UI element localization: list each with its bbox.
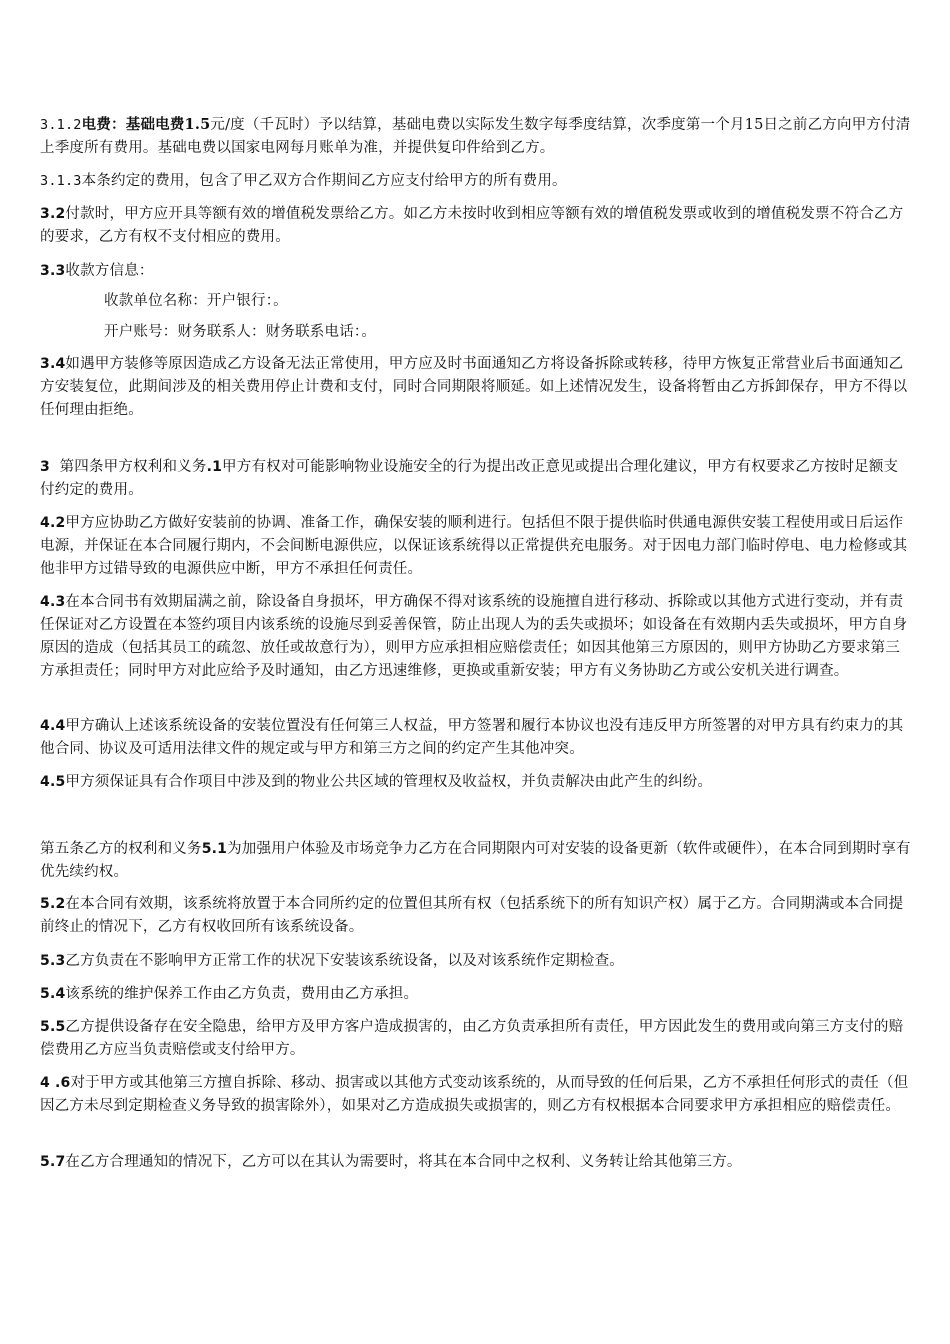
clause-number: 3.1.3 [40,173,82,189]
clause-text: 在本合同书有效期届满之前，除设备自身损坏，甲方确保不得对该系统的设施擅自进行移动、拆除或以其他方式进行变动，并有责任保证对乙方设置在本签约项目内该系统的设施尽到妥善保管，防止出现人为的丢失或损坏；如设备在有效期内丢失或损坏，甲方自身原因的造成（包括其员工的疏忽、放任或故意行为），则甲方应承担相应赔偿责任；如因其他第三方原因的，则甲方协助乙方要求第三方承担责任；同时甲方对此应给予及时通知，由乙方迅速维修，更换或重新安装；甲方有义务协助乙方或公安机关进行调查。 [40,594,908,679]
clause-text: 付款时，甲方应开具等额有效的增值税发票给乙方。如乙方未按时收到相应等额有效的增值税发票或收到的增值税发票不符合乙方的要求，乙方有权不支付相应的费用。 [40,206,904,245]
clause-number: 4.5 [40,774,66,790]
clause-4-4 [40,715,912,761]
clause-subnumber: .1 [206,459,223,475]
article-title: 第五条乙方的权利和义务 [40,841,202,857]
clause-text: 乙方提供设备存在安全隐患，给甲方及甲方客户造成损害的，由乙方负责承担所有责任，甲方因此发生的费用或向第三方支付的赔偿费用乙方应当负责赔偿或支付给甲方。 [40,1019,904,1058]
payee-bank-line [104,290,904,313]
clause-text: 甲方须保证具有合作项目中涉及到的物业公共区域的管理权及收益权，并负责解决由此产生的纠纷。 [65,774,713,790]
clause-text: 在乙方合理通知的情况下，乙方可以在其认为需要时，将其在本合同中之权利、义务转让给其他第三方。 [65,1154,742,1170]
clause-4-3 [40,591,912,683]
clause-bold-lead: 电费：基础电费1.5 [81,116,211,133]
clause-number: 4.3 [40,594,66,610]
article-4-heading [40,456,912,502]
clause-3-1-2 [40,113,912,160]
clause-number: 5.5 [40,1019,66,1035]
clause-5-7 [40,1151,912,1174]
clause-5-5 [40,1016,912,1062]
clause-text: 对于甲方或其他第三方擅自拆除、移动、损害或以其他方式变动该系统的，从而导致的任何后果，乙方不承担任何形式的责任（但因乙方未尽到定期检查义务导致的损害除外），如果对乙方造成损失或损害的，则乙方有权根据本合同要求甲方承担相应的赔偿责任。 [40,1075,909,1114]
clause-text: 元/度（千瓦时）予以结算，基础电费以实际发生数字每季度结算，次季度第一个月15日之前乙方向甲方付清上季度所有费用。基础电费以国家电网每月账单为准，并提供复印件给到乙方。 [40,117,911,156]
article-5-heading [40,838,912,884]
clause-number: 3.1.2 [40,117,82,133]
clause-number: 3.4 [40,356,66,372]
clause-3-2 [40,203,912,249]
clause-text: 收款方信息： [65,263,154,279]
clause-3-1-3 [40,170,912,193]
clause-number: 4.4 [40,718,66,734]
clause-text: 甲方确认上述该系统设备的安装位置没有任何第三人权益，甲方签署和履行本协议也没有违反甲方所签署的对甲方具有约束力的其他合同、协议及可适用法律文件的规定或与甲方和第三方之间的约定产生其他冲突。 [40,718,904,757]
clause-number: 3.2 [40,206,66,222]
clause-number: 3 [40,459,50,475]
clause-number: 5.4 [40,986,66,1002]
clause-3-3 [40,260,912,283]
clause-5-3 [40,950,912,973]
clause-text: 该系统的维护保养工作由乙方负责，费用由乙方承担。 [65,986,419,1002]
clause-number: 4 .6 [40,1075,71,1091]
clause-number: 5.3 [40,953,66,969]
clause-number: 3.3 [40,263,66,279]
clause-3-4 [40,353,912,422]
clause-text: 甲方应协助乙方做好安装前的协调、准备工作，确保安装的顺利进行。包括但不限于提供临时供通电源供安装工程使用或日后运作电源，并保证在本合同履行期内，不会间断电源供应，以保证该系统得以正常提供充电服务。对于因电力部门临时停电、电力检修或其他非甲方过错导致的电源供应中断，甲方不承担任何责任。 [40,515,908,577]
clause-text: 在本合同有效期，该系统将放置于本合同所约定的位置但其所有权（包括系统下的所有知识产权）属于乙方。合同期满或本合同提前终止的情况下，乙方有权收回所有该系统设备。 [40,896,904,935]
clause-number: 4.2 [40,515,66,531]
clause-text: 乙方负责在不影响甲方正常工作的状况下安装该系统设备，以及对该系统作定期检查。 [65,953,625,969]
clause-5-4 [40,983,912,1006]
article-title: 第四条甲方权利和义务 [59,459,207,475]
payee-account-text: 开户账号：财务联系人：财务联系电话：。 [104,324,377,340]
clause-4-2 [40,512,912,581]
clause-text: 本条约定的费用，包含了甲乙双方合作期间乙方应支付给甲方的所有费用。 [81,173,567,189]
clause-number: 5.1 [201,841,228,857]
clause-text: 为加强用户体验及市场竞争力乙方在合同期限内可对安装的设备更新（软件或硬件），在本合同到期时享有优先续约权。 [40,841,911,880]
payee-bank-text: 收款单位名称：开户银行：。 [104,293,288,309]
clause-text: 甲方有权对可能影响物业设施安全的行为提出改正意见或提出合理化建议，甲方有权要求乙方按时足额支付约定的费用。 [40,459,899,498]
clause-5-2 [40,893,912,939]
clause-5-6 [40,1072,912,1118]
clause-text: 如遇甲方装修等原因造成乙方设备无法正常使用，甲方应及时书面通知乙方将设备拆除或转移，待甲方恢复正常营业后书面通知乙方安装复位，此期间涉及的相关费用停止计费和支付，同时合同期限将顺延。如上述情况发生，设备将暂由乙方拆卸保存，甲方不得以任何理由拒绝。 [40,356,908,418]
clause-4-5 [40,771,912,794]
payee-account-line [104,321,904,344]
clause-number: 5.2 [40,896,66,912]
clause-number: 5.7 [40,1154,66,1170]
